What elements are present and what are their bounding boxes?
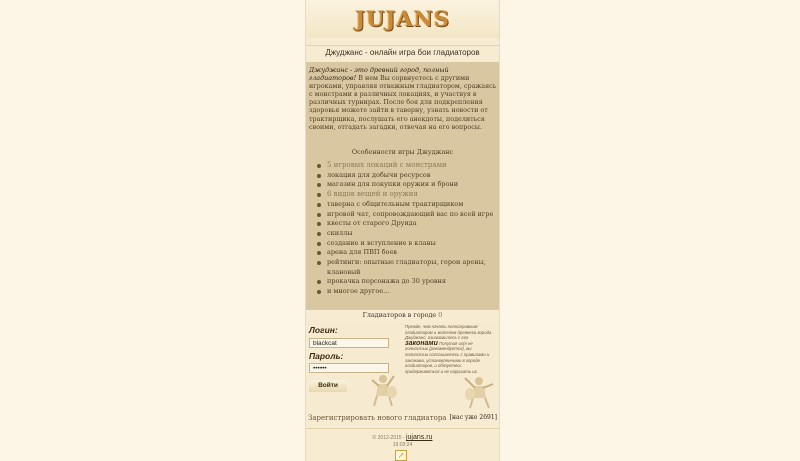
feature-item: создание и вступление в кланы xyxy=(317,239,495,249)
feature-item: и многое другое... xyxy=(317,287,495,297)
feature-item: 6 видов вещей и оружия xyxy=(317,190,495,200)
bullet-icon xyxy=(317,290,321,294)
feature-item: игровой чат, сопровождающий вас по всей игре xyxy=(317,210,495,220)
intro-body: В нем Вы сорвнуетесь с другими игроками, управляя отважным гладиатором, сражаясь с монстрами в различных локациях, и участвуя в различных турнирах. После боя для подкрепления здоровья можете зайти в таверну, узнать новости от трактирщика, послушать его анекдоты, поделиться своими, отгадать загадки, отвечая на его вопросы. xyxy=(309,74,497,131)
copyright xyxy=(306,434,499,441)
bullet-icon xyxy=(317,222,321,226)
intro-lead: Джуджанс - это древний город, полный гладиаторов! xyxy=(309,66,449,83)
gladiator-right-icon xyxy=(461,374,497,410)
feature-item: скиллы xyxy=(317,229,495,239)
logo-band xyxy=(306,0,499,38)
total-users: [нас уже 2691] xyxy=(449,414,497,421)
site-logo[interactable]: JUJANS xyxy=(355,6,450,31)
online-label: Гладиаторов в городе xyxy=(362,311,437,319)
intro-text xyxy=(309,66,497,131)
feature-item: таверна с общительным трактирщиком xyxy=(317,200,495,210)
login-label: Логин: xyxy=(309,325,338,335)
bullet-icon xyxy=(317,280,321,284)
login-form xyxy=(306,322,499,410)
page-subtitle: Джуджанс - онлайн игра бои гладиаторов xyxy=(306,45,499,57)
feature-item: арена для ПВП боев xyxy=(317,248,495,258)
copyright-text: © 2012-2015 - xyxy=(372,435,405,441)
feature-item: локация для добычи ресурсов xyxy=(317,171,495,181)
online-count: 0 xyxy=(438,311,443,319)
server-time: 19:03:24 xyxy=(392,442,413,448)
password-label: Пароль: xyxy=(309,351,344,361)
bullet-icon xyxy=(317,164,321,168)
register-link[interactable]: Зарегистрировать нового гладиатора xyxy=(308,414,447,422)
counter-icon[interactable]: ↗ xyxy=(395,450,407,461)
bullet-icon xyxy=(317,232,321,236)
gladiator-left-icon xyxy=(366,372,400,408)
site-link[interactable]: jujans.ru xyxy=(405,434,433,441)
bullet-icon xyxy=(317,242,321,246)
bullet-icon xyxy=(317,251,321,255)
login-button[interactable]: Войти xyxy=(309,380,347,392)
rules-after: Попутая их(я не полностью (рекомендуется), вы полностью соглашаетесь с правилами и законами, установленными в городе гладиаторов, и обязуетесь придерживаться и не нарушать их. xyxy=(405,340,490,374)
password-input[interactable]: •••••• xyxy=(309,363,389,373)
rules-text xyxy=(405,324,495,374)
description-panel xyxy=(306,62,499,310)
rules-before: Прежде, чем начать полноправным гладиатором и жителем древнего города Джуджанс, ознакомьтесь с его xyxy=(405,324,492,341)
feature-item: квесты от старого Друида xyxy=(317,219,495,229)
feature-item: 5 игровых локаций с монстрами xyxy=(317,161,495,171)
online-counter xyxy=(306,311,499,319)
bullet-icon xyxy=(317,203,321,207)
footer-divider xyxy=(306,428,499,429)
bullet-icon xyxy=(317,213,321,217)
bullet-icon xyxy=(317,183,321,187)
bullet-icon xyxy=(317,193,321,197)
feature-item: рейтинги: опытные гладиаторы, герои арены, клановый xyxy=(317,258,495,277)
bullet-icon xyxy=(317,174,321,178)
main-column xyxy=(305,0,500,461)
feature-item: магазин для покупки оружия и брони xyxy=(317,180,495,190)
features-list xyxy=(317,161,495,297)
bullet-icon xyxy=(317,261,321,265)
feature-item: прокачка персонажа до 30 уровня xyxy=(317,277,495,287)
login-input[interactable]: blackcat xyxy=(309,338,389,348)
features-title: Особенности игры Джуджанс xyxy=(351,148,454,156)
rules-link[interactable]: законами xyxy=(405,339,438,347)
